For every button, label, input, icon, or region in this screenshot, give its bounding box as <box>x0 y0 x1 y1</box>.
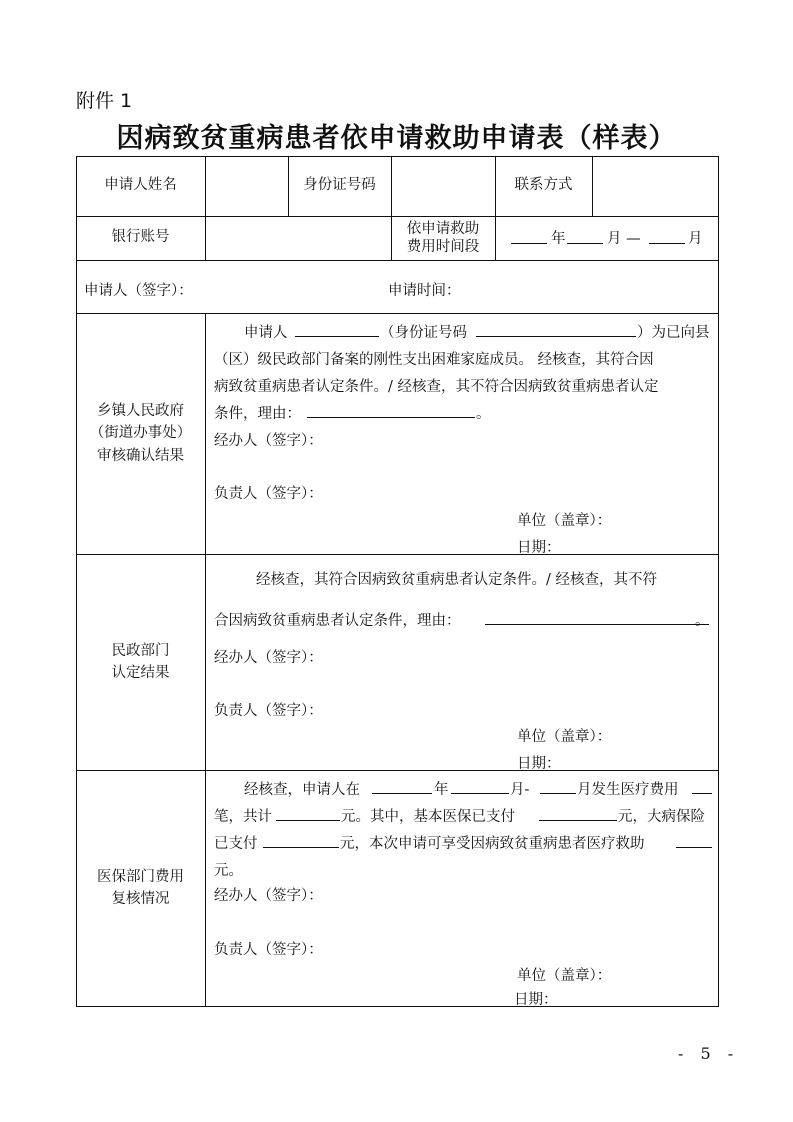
medical-month1-unit: 月- <box>510 782 530 798</box>
id-number-label: 身份证号码 <box>303 177 376 194</box>
town-unit-seal: 单位（盖章）： <box>517 513 612 529</box>
medical-year-blank[interactable] <box>372 779 432 794</box>
civil-text-reason: 合因病致贫重病患者认定条件，理由： <box>214 613 461 629</box>
period-label-line2: 费用时间段 <box>406 239 480 255</box>
town-text-reason: 条件，理由： <box>214 406 301 422</box>
medical-aid-blank[interactable] <box>676 833 712 848</box>
medical-text-line2c: 元，大病保险 <box>618 809 705 825</box>
apply-time-label: 申请时间： <box>388 283 461 299</box>
medical-basic-blank[interactable] <box>539 806 617 821</box>
town-label-line1: 乡镇人民政府 <box>97 402 184 419</box>
medical-total-blank[interactable] <box>276 806 340 821</box>
period-year-unit: 年 <box>551 231 566 247</box>
town-text-id: （身份证号码 <box>380 325 467 341</box>
medical-month2-blank[interactable] <box>540 779 576 794</box>
medical-leader-signature: 负责人（签字）： <box>214 942 323 958</box>
civil-reason-blank[interactable] <box>485 610 709 625</box>
town-review-label <box>76 313 205 554</box>
medical-handler-signature: 经办人（签字）： <box>214 888 323 904</box>
medical-label-line2: 复核情况 <box>111 891 170 907</box>
medical-serious-blank[interactable] <box>263 833 339 848</box>
period-year-blank[interactable] <box>511 229 547 244</box>
medical-text-line2a: 笔，共计 <box>214 809 272 825</box>
medical-label-line1: 医保部门费用 <box>97 868 184 885</box>
medical-count-blank[interactable] <box>692 779 712 794</box>
applicant-signature-label: 申请人（签字）： <box>84 283 193 299</box>
civil-date: 日期： <box>517 756 561 772</box>
town-text-line2: （区）级民政部门备案的刚性支出困难家庭成员。 经核查，其符合因 <box>214 352 654 368</box>
medical-unit-seal: 单位（盖章）： <box>517 968 612 984</box>
town-text-line3: 病致贫重病患者认定条件。/ 经核查，其不符合因病致贫重病患者认定 <box>214 379 659 395</box>
civil-handler-signature: 经办人（签字）： <box>214 650 323 666</box>
town-label-line2: （街道办事处） <box>89 425 192 442</box>
medical-text-line2b: 元。其中，基本医保已支付 <box>341 809 515 825</box>
period-month1-unit: 月 — <box>607 231 641 247</box>
attachment-label: 附件 1 <box>76 90 133 112</box>
applicant-name-label: 申请人姓名 <box>104 177 177 194</box>
town-date: 日期： <box>517 540 561 556</box>
civil-text-line1: 经核查，其符合因病致贫重病患者认定条件。/ 经核查，其不符 <box>256 572 657 588</box>
period-month1-blank[interactable] <box>567 229 603 244</box>
period-label <box>391 216 495 260</box>
town-text-applicant: 申请人 <box>244 325 288 341</box>
medical-date: 日期： <box>514 992 558 1008</box>
period-month2-blank[interactable] <box>649 229 685 244</box>
period-field[interactable] <box>495 216 718 260</box>
civil-affairs-label <box>76 554 205 770</box>
id-number-field[interactable] <box>391 156 495 216</box>
town-handler-signature: 经办人（签字）： <box>214 433 323 449</box>
civil-label-line1: 民政部门 <box>111 642 170 659</box>
medical-text-line3a: 已支付 <box>214 836 258 852</box>
town-text-county: ）为已向县 <box>637 325 710 341</box>
contact-field[interactable] <box>592 156 718 216</box>
civil-label-line2: 认定结果 <box>111 665 170 681</box>
medical-text-line4: 元。 <box>214 863 243 879</box>
medical-text-line3b: 元，本次申请可享受因病致贫重病患者医疗救助 <box>340 836 645 852</box>
bank-account-field[interactable] <box>205 216 391 260</box>
medical-text-line1a: 经核查，申请人在 <box>244 782 360 798</box>
contact-label: 联系方式 <box>514 177 573 194</box>
town-label-line3: 审核确认结果 <box>97 447 184 464</box>
civil-text-period: 。 <box>695 613 710 629</box>
medical-review-label <box>76 770 205 1006</box>
town-applicant-blank[interactable] <box>295 322 379 337</box>
town-text-period: 。 <box>476 406 491 422</box>
medical-month1-blank[interactable] <box>451 779 509 794</box>
town-leader-signature: 负责人（签字）： <box>214 486 323 502</box>
applicant-name-field[interactable] <box>205 156 288 216</box>
medical-text-line1d: 月发生医疗费用 <box>577 782 679 798</box>
period-label-line1: 依申请救助 <box>406 220 480 237</box>
page-number: - 5 - <box>678 1044 740 1063</box>
civil-leader-signature: 负责人（签字）： <box>214 703 323 719</box>
town-id-blank[interactable] <box>476 322 636 337</box>
civil-unit-seal: 单位（盖章）： <box>517 729 612 745</box>
form-title: 因病致贫重病患者依申请救助申请表（样表） <box>116 123 677 154</box>
medical-year-unit: 年 <box>434 782 449 798</box>
town-reason-blank[interactable] <box>307 403 475 418</box>
period-month2-unit: 月 <box>688 231 703 247</box>
bank-account-label: 银行账号 <box>111 229 170 246</box>
